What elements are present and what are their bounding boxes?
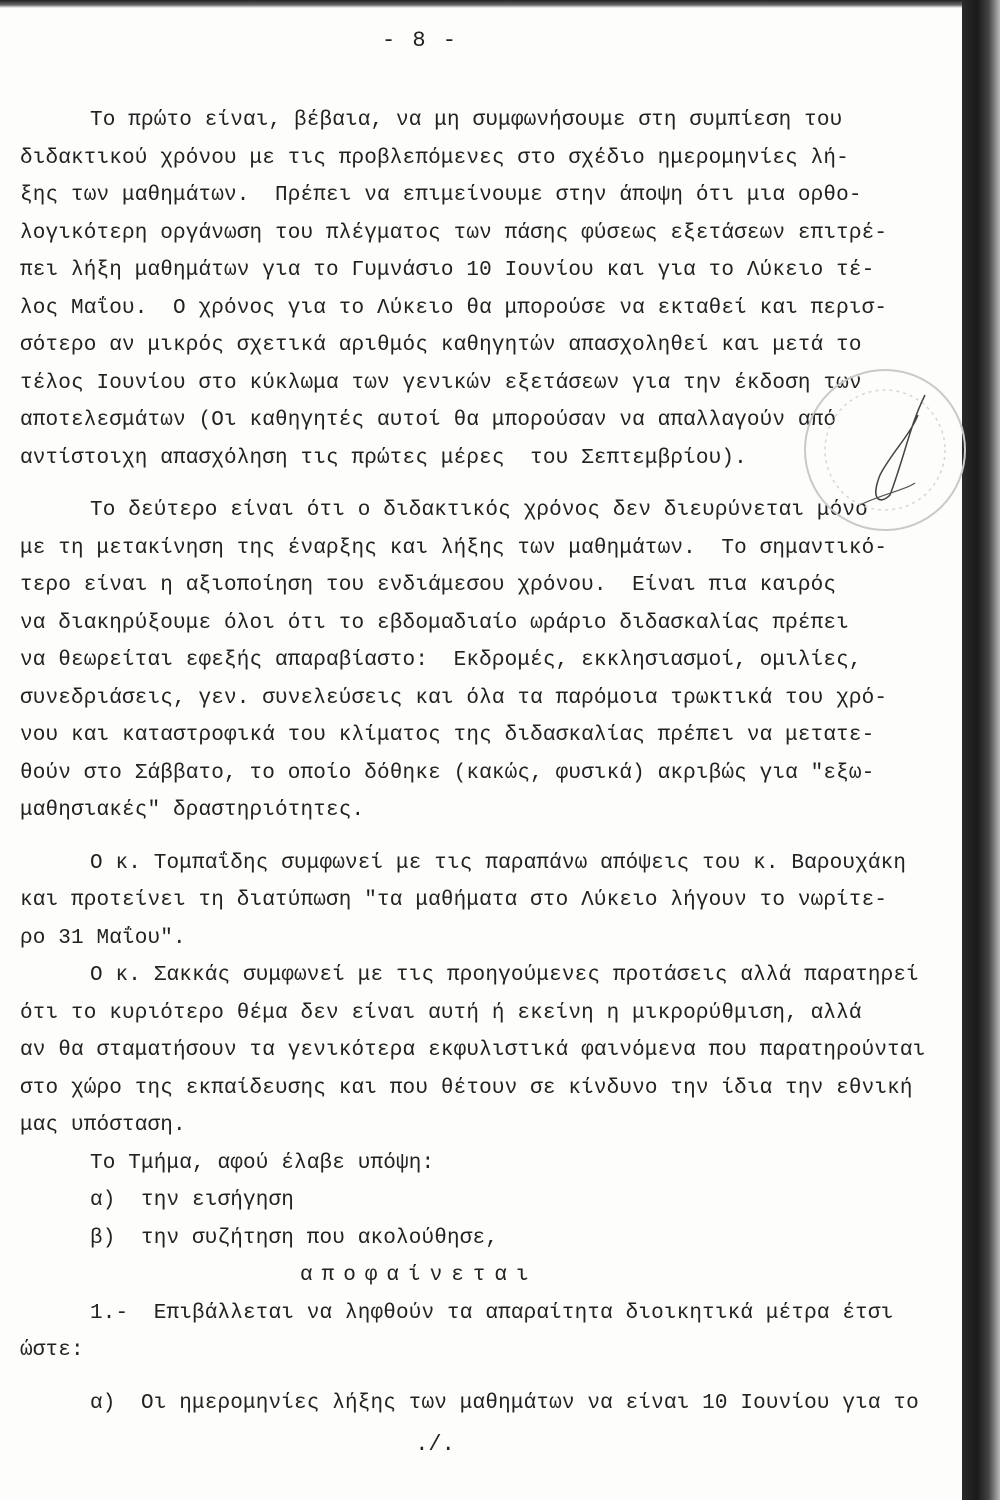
- official-stamp-seal: [720, 355, 970, 545]
- text-line: στο χώρο της εκπαίδευσης και που θέτουν σε κίνδυνο την ίδια την εθνική: [20, 1076, 913, 1100]
- text-line: μας υπόσταση.: [20, 1114, 186, 1137]
- text-line: λος Μαΐου. Ο χρόνος για το Λύκειο θα μπορούσε να εκταθεί και περισ-: [20, 296, 888, 320]
- text-line: θούν στο Σάββατο, το οποίο δόθηκε (κακώς, φυσικά) ακριβώς για "εξω-: [20, 761, 875, 785]
- paragraph-gap: [20, 830, 955, 845]
- text-line: α) Οι ημερομηνίες λήξης των μαθημάτων να είναι 10 Ιουνίου για το: [90, 1391, 919, 1415]
- text-line: Το Τμήμα, αφού έλαβε υπόψη:: [90, 1151, 435, 1175]
- text-line: ρο 31 Μαΐου".: [20, 926, 186, 950]
- text-line: ότι το κυριότερο θέμα δεν είναι αυτή ή εκείνη η μικρορύθμιση, αλλά: [20, 1001, 862, 1025]
- text-line: ξης των μαθημάτων. Πρέπει να επιμείνουμε στην άποψη ότι μια ορθο-: [20, 184, 862, 207]
- text-line: λογικότερη οργάνωση του πλέγματος των πάσης φύσεως εξετάσεων επιτρέ-: [20, 221, 888, 245]
- paragraph-gap: [20, 1370, 955, 1385]
- text-line: ώστε:: [20, 1339, 84, 1362]
- text-line: Ο κ. Τομπαΐδης συμφωνεί με τις παραπάνω απόψεις του κ. Βαρουχάκη: [90, 851, 907, 875]
- text-line: τέλος Ιουνίου στο κύκλωμα των γενικών εξετάσεων για την έκδοση των: [20, 371, 862, 395]
- text-line: και προτείνει τη διατύπωση "τα μαθήματα στο Λύκειο λήγουν το νωρίτε-: [20, 889, 888, 912]
- text-line: αντίστοιχη απασχόληση τις πρώτες μέρες του Σεπτεμβρίου).: [20, 446, 747, 470]
- text-line: αν θα σταματήσουν τα γενικότερα εκφυλιστικά φαινόμενα που παρατηρούνται: [20, 1039, 926, 1062]
- scan-top-edge: [0, 0, 1000, 8]
- text-line: α) την εισήγηση: [90, 1189, 295, 1212]
- continuation-mark: ./.: [415, 1432, 455, 1457]
- text-line: μαθησιακές" δραστηριότητες.: [20, 799, 365, 822]
- scan-binding-edge: [962, 0, 1000, 1500]
- text-line: διδακτικού χρόνου με τις προβλεπόμενες στο σχέδιο ημερομηνίες λή-: [20, 146, 849, 170]
- text-line: τερο είναι η αξιοποίηση του ενδιάμεσου χρόνου. Είναι πια καιρός: [20, 574, 837, 597]
- body-text: [20, 102, 955, 1422]
- text-line: αποφαίνεται: [300, 1264, 538, 1287]
- text-line: νου και καταστροφικά του κλίματος της διδασκαλίας πρέπει να μετατε-: [20, 724, 875, 747]
- text-line: Το πρώτο είναι, βέβαια, να μη συμφωνήσουμε στη συμπίεση του: [90, 109, 843, 132]
- text-line: πει λήξη μαθημάτων για το Γυμνάσιο 10 Ιουνίου και για το Λύκειο τέ-: [20, 259, 875, 282]
- text-line: 1.- Επιβάλλεται να ληφθούν τα απαραίτητα διοικητικά μέτρα έτσι: [90, 1301, 894, 1325]
- text-line: Ο κ. Σακκάς συμφωνεί με τις προηγούμενες προτάσεις αλλά παρατηρεί: [90, 964, 919, 987]
- text-line: β) την συζήτηση που ακολούθησε,: [90, 1226, 499, 1250]
- text-line: να θεωρείται εφεξής απαραβίαστο: Εκδρομές, εκκλησιασμοί, ομιλίες,: [20, 649, 862, 672]
- text-line: συνεδριάσεις, γεν. συνελεύσεις και όλα τα παρόμοια τρωκτικά του χρό-: [20, 686, 888, 710]
- text-line: αποτελεσμάτων (Οι καθηγητές αυτοί θα μπορούσαν να απαλλαγούν από: [20, 409, 837, 432]
- text-line: με τη μετακίνηση της έναρξης και λήξης των μαθημάτων. Το σημαντικό-: [20, 536, 888, 560]
- text-line: σότερο αν μικρός σχετικά αριθμός καθηγητών απασχοληθεί και μετά το: [20, 334, 862, 357]
- page-number: - 8 -: [381, 28, 458, 53]
- text-line: να διακηρύξουμε όλοι ότι το εβδομαδιαίο ωράριο διδασκαλίας πρέπει: [20, 611, 849, 635]
- text-line: Το δεύτερο είναι ότι ο διδακτικός χρόνος δεν διευρύνεται μόνο: [90, 499, 868, 522]
